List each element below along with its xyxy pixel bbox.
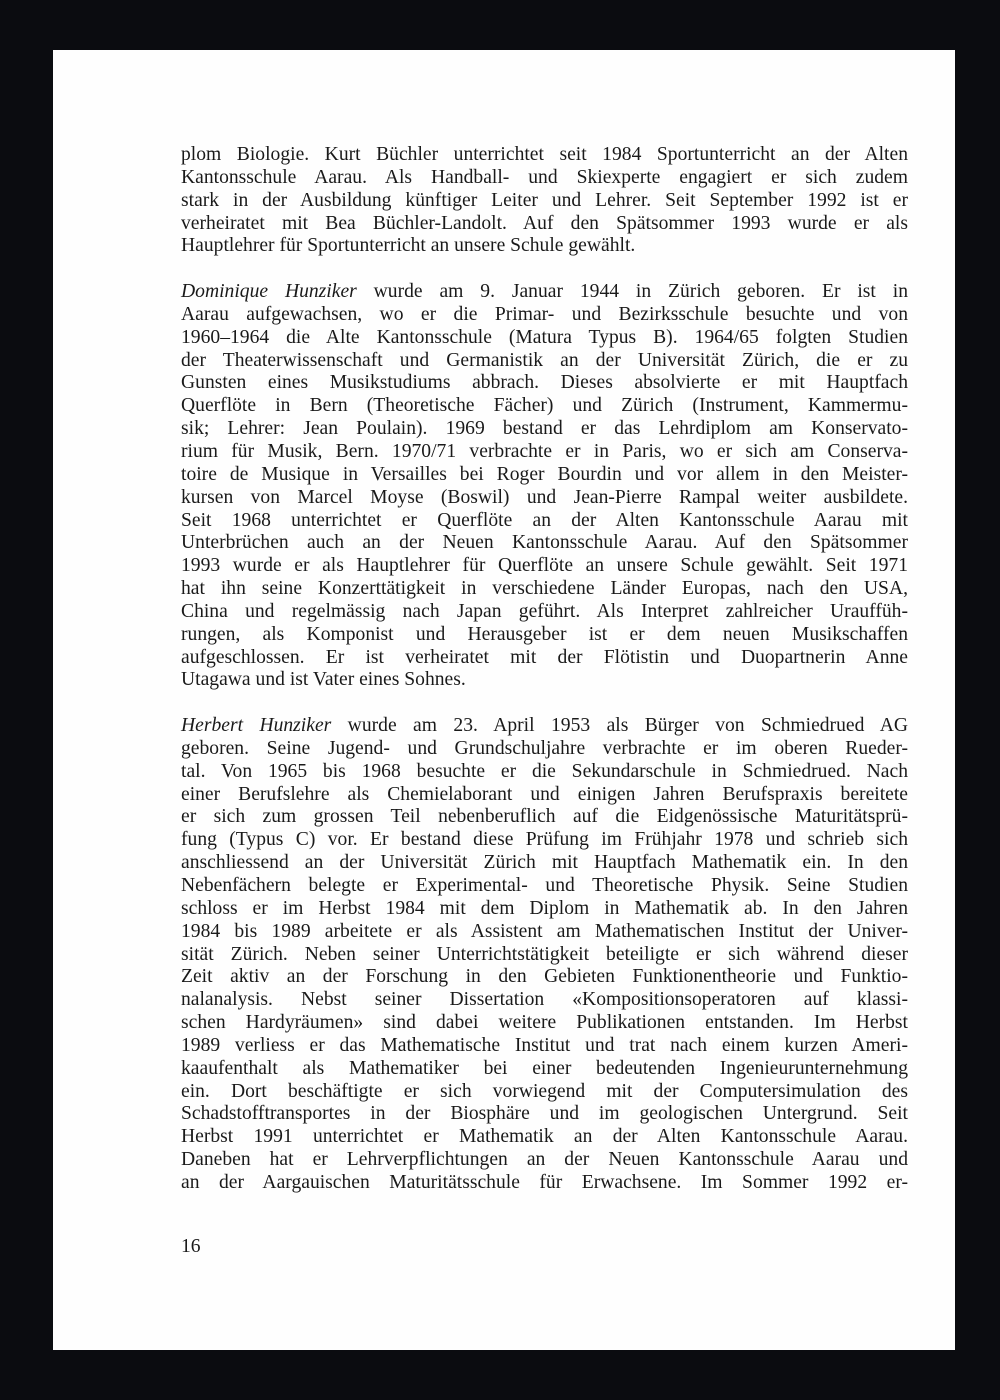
text-line	[181, 281, 908, 304]
text-line: Zeit aktiv an der Forschung in den Gebieten Funktionentheorie und Funktio-	[181, 966, 908, 988]
text-fragment: wurde am 9. Januar 1944 in Zürich geboren. Er ist in	[356, 281, 908, 303]
text-line: 1993 wurde er als Hauptlehrer für Querflöte an unsere Schule gewählt. Seit 1971	[181, 555, 908, 577]
text-line: aufgeschlossen. Er ist verheiratet mit der Flötistin und Duopartnerin Anne	[181, 646, 908, 668]
text-line: Hauptlehrer für Sportunterricht an unsere Schule gewählt.	[181, 235, 636, 257]
text-line: Aarau aufgewachsen, wo er die Primar- und Bezirksschule besuchte und von	[181, 303, 908, 325]
text-line: Querflöte in Bern (Theoretische Fächer) und Zürich (Instrument, Kammermu-	[181, 395, 908, 417]
text-line: kaaufenthalt als Mathematiker bei einer bedeutenden Ingenieurunternehmung	[181, 1057, 908, 1079]
paragraph-dominique-hunziker	[181, 281, 908, 692]
text-line: stark in der Ausbildung künftiger Leiter und Lehrer. Seit September 1992 ist er	[181, 189, 908, 211]
person-name: Herbert Hunziker	[181, 715, 332, 737]
text-line: rungen, als Komponist und Herausgeber ist er dem neuen Musikschaffen	[181, 623, 908, 645]
text-line: 1989 verliess er das Mathematische Institut und trat nach einem kurzen Ameri-	[181, 1034, 908, 1056]
text-line: Unterbrüchen auch an der Neuen Kantonsschule Aarau. Auf den Spätsommer	[181, 532, 908, 554]
text-line: schloss er im Herbst 1984 mit dem Diplom in Mathematik ab. In den Jahren	[181, 897, 908, 919]
document-page	[53, 50, 955, 1350]
text-line: nalanalysis. Nebst seiner Dissertation «Kompositionsoperatoren auf klassi-	[181, 989, 908, 1011]
text-line: Kantonsschule Aarau. Als Handball- und Skiexperte engagiert er sich zudem	[181, 166, 908, 188]
text-line: schen Hardyräumen» sind dabei weitere Publikationen entstanden. Im Herbst	[181, 1012, 908, 1034]
text-line: 1984 bis 1989 arbeitete er als Assistent am Mathematischen Institut der Univer-	[181, 920, 908, 942]
text-line: Nebenfächern belegte er Experimental- und Theoretische Physik. Seine Studien	[181, 875, 908, 896]
text-fragment: wurde am 23. April 1953 als Bürger von Schmiedrued AG	[331, 715, 908, 737]
text-line: Utagawa und ist Vater eines Sohnes.	[181, 669, 466, 691]
text-line: sik; Lehrer: Jean Poulain). 1969 bestand er das Lehrdiplom am Konservato-	[181, 418, 908, 440]
text-line: Gunsten eines Musikstudiums abbrach. Dieses absolvierte er mit Hauptfach	[181, 372, 908, 394]
text-line: fung (Typus C) vor. Er bestand diese Prüfung im Frühjahr 1978 und schrieb sich	[181, 829, 908, 851]
text-line: Schadstofftransportes in der Biosphäre und im geologischen Untergrund. Seit	[181, 1103, 908, 1125]
text-line: rium für Musik, Bern. 1970/71 verbrachte er in Paris, wo er sich am Conserva-	[181, 440, 908, 462]
page-number: 16	[181, 1236, 201, 1257]
text-line: kursen von Marcel Moyse (Boswil) und Jean-Pierre Rampal weiter ausbildete.	[181, 486, 908, 508]
text-line: Herbst 1991 unterrichtet er Mathematik an der Alten Kantonsschule Aarau.	[181, 1126, 908, 1148]
text-line: verheiratet mit Bea Büchler-Landolt. Auf den Spätsommer 1993 wurde er als	[181, 212, 908, 234]
text-line: Daneben hat er Lehrverpflichtungen an der Neuen Kantonsschule Aarau und	[181, 1149, 908, 1171]
text-line: einer Berufslehre als Chemielaborant und einigen Jahren Berufspraxis bereitete	[181, 783, 908, 805]
text-line: geboren. Seine Jugend- und Grundschuljahre verbrachte er im oberen Rueder-	[181, 737, 908, 759]
text-line: der Theaterwissenschaft und Germanistik an der Universität Zürich, die er zu	[181, 349, 908, 371]
text-line: China und regelmässig nach Japan geführt. Als Interpret zahlreicher Urauffüh-	[181, 600, 908, 622]
person-name: Dominique Hunziker	[181, 281, 357, 303]
body-text	[181, 144, 908, 1195]
text-line: plom Biologie. Kurt Büchler unterrichtet seit 1984 Sportunterricht an der Alten	[181, 144, 908, 165]
text-line: Seit 1968 unterrichtet er Querflöte an der Alten Kantonsschule Aarau mit	[181, 509, 908, 531]
text-line: toire de Musique in Versailles bei Roger Bourdin und vor allem in den Meister-	[181, 463, 908, 485]
paragraph-kurt-buechler	[181, 144, 908, 258]
paragraph-herbert-hunziker	[181, 715, 908, 1195]
text-line: hat ihn seine Konzerttätigkeit in verschiedene Länder Europas, nach den USA,	[181, 578, 908, 600]
text-line: 1960–1964 die Alte Kantonsschule (Matura Typus B). 1964/65 folgten Studien	[181, 326, 908, 348]
text-line: ein. Dort beschäftigte er sich vorwiegend mit der Computersimulation des	[181, 1080, 908, 1102]
text-line: sität Zürich. Neben seiner Unterrichtstätigkeit beteiligte er sich während dieser	[181, 943, 908, 965]
text-line: an der Aargauischen Maturitätsschule für Erwachsene. Im Sommer 1992 er-	[181, 1171, 908, 1193]
text-line: anschliessend an der Universität Zürich mit Hauptfach Mathematik ein. In den	[181, 852, 908, 874]
text-line: er sich zum grossen Teil nebenberuflich auf die Eidgenössische Maturitätsprü-	[181, 806, 908, 828]
text-line: tal. Von 1965 bis 1968 besuchte er die Sekundarschule in Schmiedrued. Nach	[181, 760, 908, 782]
text-line	[181, 715, 908, 738]
